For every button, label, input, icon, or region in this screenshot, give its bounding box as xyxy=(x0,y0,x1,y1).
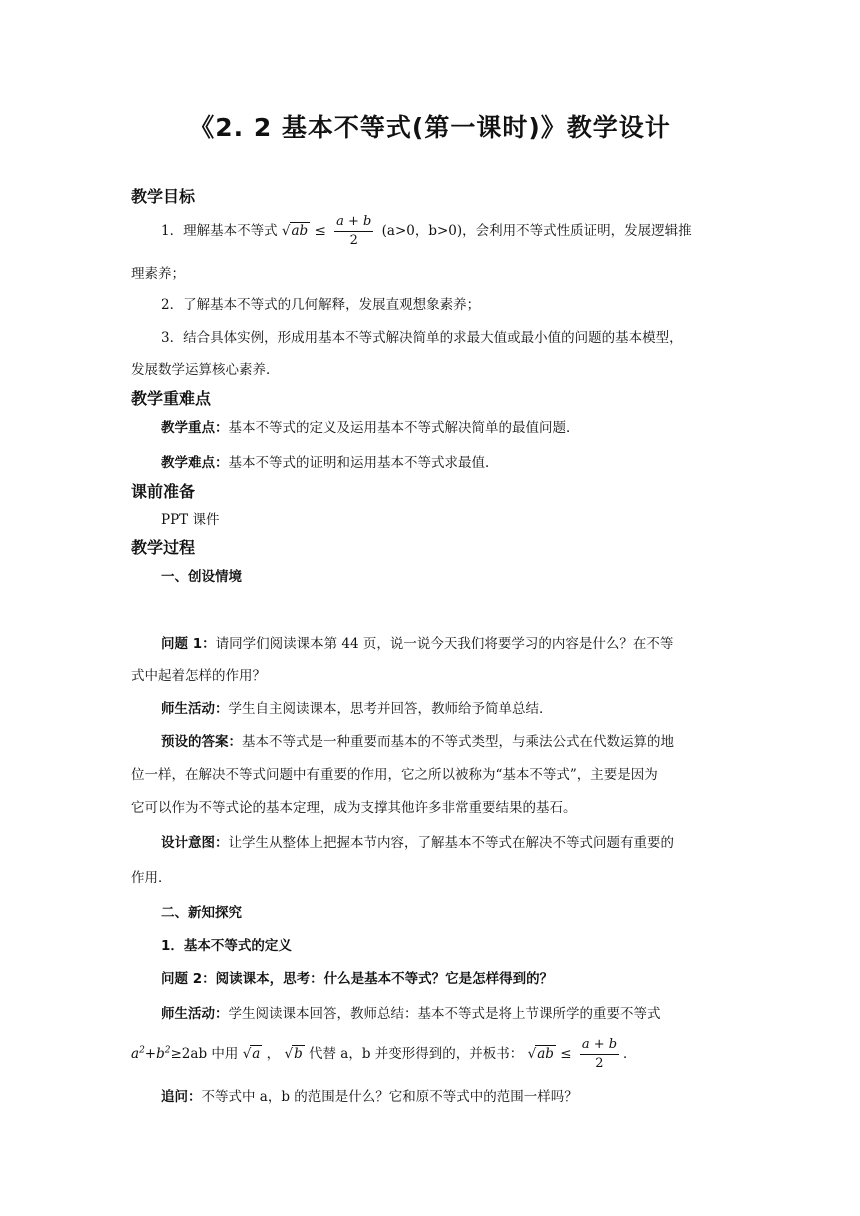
intent-line-2: 作用． xyxy=(131,870,172,886)
board-formula-sqrt-ab: √ab ≤ xyxy=(527,1046,572,1062)
follow-up-text: 不等式中 a，b 的范围是什么？它和原不等式中的范围一样吗？ xyxy=(201,1089,578,1105)
goal-1-continuation: 理素养； xyxy=(131,266,185,282)
intent-text: 让学生从整体上把握本节内容，了解基本不等式在解决不等式问题有重要的 xyxy=(228,835,674,851)
heading-key-points: 教学重难点 xyxy=(131,389,212,408)
page-title: 《2. 2 基本不等式(第一课时)》教学设计 xyxy=(189,113,671,142)
subsection-1-heading: 1．基本不等式的定义 xyxy=(161,938,292,954)
part-2-heading: 二、新知探究 xyxy=(161,905,242,921)
intent-label: 设计意图： xyxy=(161,835,229,851)
fraction-a-plus-b-over-2: $\frac{a + b}{2}$ xyxy=(336,214,372,248)
sqrt-a: √a xyxy=(242,1046,261,1062)
activity-1-label: 师生活动： xyxy=(161,701,229,717)
activity-2-text-b: 代替 a，b 并变形得到的，并板书： xyxy=(309,1046,524,1062)
activity-1-text: 学生自主阅读课本，思考并回答，教师给予简单总结． xyxy=(228,701,553,717)
heading-teaching-goals: 教学目标 xyxy=(131,187,196,206)
answer-label: 预设的答案： xyxy=(161,734,242,750)
question-1-line-1 xyxy=(161,632,673,652)
goal-1-prefix: 1．理解基本不等式 xyxy=(161,223,278,239)
follow-up-question xyxy=(161,1085,578,1105)
answer-line-2: 位一样，在解决不等式问题中有重要的作用，它之所以被称为“基本不等式”，主要是因为 xyxy=(131,767,658,783)
activity-2-label: 师生活动： xyxy=(161,1006,229,1022)
sqrt-b: √b xyxy=(284,1046,303,1062)
key-point-label: 教学重点： xyxy=(161,420,229,436)
sqrt-ab-formula: √ab ≤ xyxy=(281,223,326,239)
a-squared-plus-b-squared: $a^2+b^2$ xyxy=(131,1045,171,1062)
key-point-text: 基本不等式的定义及运用基本不等式解决简单的最值问题． xyxy=(228,420,580,436)
question-1-label: 问题 1： xyxy=(161,636,216,652)
part-1-heading: 一、创设情境 xyxy=(161,569,242,585)
difficult-point-label: 教学难点： xyxy=(161,455,229,471)
answer-line-3: 它可以作为不等式论的基本定理，成为支撑其他许多非常重要结果的基石。 xyxy=(131,800,577,816)
board-formula-fraction: $\frac{a + b}{2}$ xyxy=(581,1037,618,1071)
goal-2: 2．了解基本不等式的几何解释，发展直观想象素养； xyxy=(161,297,481,313)
goal-3-line-2: 发展数学运算核心素养． xyxy=(131,362,280,378)
question-1-line-2: 式中起着怎样的作用？ xyxy=(131,668,266,684)
key-point xyxy=(161,416,580,436)
goal-1-line xyxy=(161,213,692,250)
follow-up-label: 追问： xyxy=(161,1089,202,1105)
answer-line-1 xyxy=(161,730,674,750)
activity-2-text-a: ≥2ab 中用 xyxy=(170,1046,239,1062)
difficult-point xyxy=(161,451,499,471)
answer-text: 基本不等式是一种重要而基本的不等式类型，与乘法公式在代数运算的地 xyxy=(242,734,674,750)
question-1-text: 请同学们阅读课本第 44 页，说一说今天我们将要学习的内容是什么？在不等 xyxy=(215,636,674,652)
activity-2-line-1 xyxy=(161,1002,661,1022)
heading-teaching-process: 教学过程 xyxy=(131,538,196,557)
activity-1 xyxy=(161,697,553,717)
preparation-text: PPT 课件 xyxy=(161,512,220,528)
intent-line-1 xyxy=(161,831,674,851)
activity-2-text: 学生阅读课本回答，教师总结：基本不等式是将上节课所学的重要不等式 xyxy=(228,1006,661,1022)
activity-2-line-2: $a^2+b^2\ge 2ab$ 中用 √a ， √b 代替 a，b 并变形得到的，并板书： √ab ≤ $\frac{a + b}{2}$ ． xyxy=(131,1037,637,1071)
goal-3-line-1: 3．结合具体实例，形成用基本不等式解决简单的求最大值或最小值的问题的基本模型， xyxy=(161,330,683,346)
question-2: 问题 2：阅读课本，思考：什么是基本不等式？它是怎样得到的？ xyxy=(161,971,554,987)
heading-preparation: 课前准备 xyxy=(131,482,196,501)
goal-1-condition: (a>0，b>0)，会利用不等式性质证明，发展逻辑推 xyxy=(381,223,692,239)
difficult-point-text: 基本不等式的证明和运用基本不等式求最值． xyxy=(228,455,499,471)
